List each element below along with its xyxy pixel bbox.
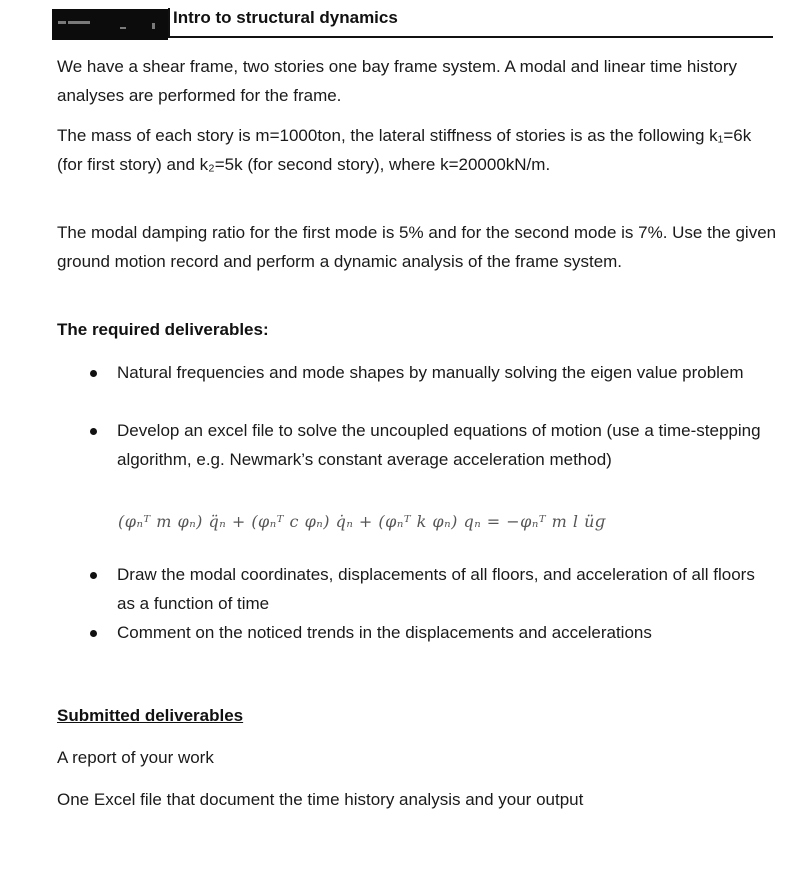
bullet-icon <box>90 370 97 377</box>
header-divider-vertical <box>168 8 170 38</box>
submitted-report-line: A report of your work <box>57 748 214 767</box>
list-item-text: Develop an excel file to solve the uncoupled equations of motion (use a time-stepping algorithm, e.g. Newmark’s constant average acceleration method) <box>117 421 761 469</box>
bullet-icon <box>90 428 97 435</box>
redaction-mark <box>58 21 66 24</box>
redacted-logo <box>52 9 168 40</box>
mass-stiffness-paragraph: The mass of each story is m=1000ton, the lateral stiffness of stories is as the following k₁=6k (for first story) and k₂=5k (for second story), where k=20000kN/m. <box>57 126 752 174</box>
header-rule <box>168 36 773 38</box>
list-item-text: Comment on the noticed trends in the displacements and accelerations <box>117 623 652 642</box>
redaction-mark <box>68 21 90 24</box>
redaction-mark <box>152 23 155 29</box>
intro-paragraph: We have a shear frame, two stories one bay frame system. A modal and linear time history analyses are performed for the frame. <box>57 57 737 105</box>
bullet-icon <box>90 572 97 579</box>
list-item-text: Natural frequencies and mode shapes by manually solving the eigen value problem <box>117 363 744 382</box>
redaction-mark <box>120 27 126 29</box>
deliverables-heading: The required deliverables: <box>57 320 269 339</box>
submitted-heading: Submitted deliverables <box>57 706 244 725</box>
equation-of-motion: (φₙᵀ m φₙ) q̈ₙ + (φₙᵀ c φₙ) q̇ₙ + (φₙᵀ k φₙ) qₙ = −φₙᵀ m l üɡ <box>118 512 606 531</box>
submitted-excel-line: One Excel file that document the time history analysis and your output <box>57 790 584 809</box>
document-title: Intro to structural dynamics <box>173 8 398 27</box>
damping-paragraph: The modal damping ratio for the first mode is 5% and for the second mode is 7%. Use the given ground motion record and perform a dynamic analysis of the frame system. <box>57 223 777 271</box>
list-item-text: Draw the modal coordinates, displacements of all floors, and acceleration of all floors as a function of time <box>117 565 755 613</box>
bullet-icon <box>90 630 97 637</box>
